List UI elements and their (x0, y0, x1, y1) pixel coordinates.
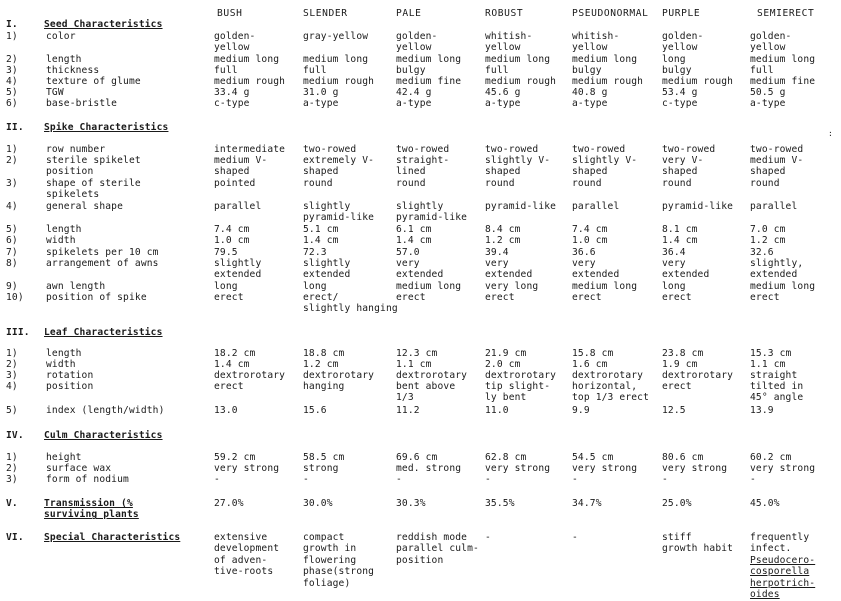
table-cell: round (662, 178, 692, 189)
table-cell: very strong (485, 463, 551, 474)
table-cell: pyramid-like (662, 201, 734, 212)
table-cell: 57.0 (396, 247, 420, 258)
row-label: color (46, 31, 76, 42)
row-number: 3) (6, 65, 18, 76)
table-cell: 12.5 (662, 405, 686, 416)
table-cell: 72.3 (303, 247, 327, 258)
table-cell: - (396, 474, 402, 485)
section-title: Spike Characteristics (44, 122, 169, 133)
table-cell: stiff growth habit (662, 532, 734, 555)
row-number: 1) (6, 144, 18, 155)
table-cell: 8.4 cm (485, 224, 521, 235)
table-cell: 1.4 cm (396, 235, 432, 246)
column-header: SLENDER (303, 8, 348, 19)
table-cell: 25.0% (662, 498, 692, 509)
row-number: 1) (6, 31, 18, 42)
table-cell: - (750, 474, 756, 485)
row-label: width (46, 359, 76, 370)
table-cell: full (214, 65, 238, 76)
section-heading (6, 532, 180, 543)
table-cell: 13.0 (214, 405, 238, 416)
table-cell: 1.1 cm (750, 359, 786, 370)
section-number: VI. (6, 532, 24, 543)
table-cell: 58.5 cm (303, 452, 345, 463)
table-cell: - (662, 474, 668, 485)
table-cell: medium long (396, 54, 462, 65)
table-cell: 54.5 cm (572, 452, 614, 463)
table-cell: 32.6 (750, 247, 774, 258)
table-cell: round (303, 178, 333, 189)
table-cell: medium long (303, 54, 369, 65)
table-cell: bulgy (396, 65, 426, 76)
table-cell: 36.4 (662, 247, 686, 258)
table-cell: whitish- yellow (485, 31, 533, 54)
row-number: 5) (6, 87, 18, 98)
table-cell: medium long (214, 54, 280, 65)
table-cell: 69.6 cm (396, 452, 438, 463)
table-cell: medium rough (214, 76, 286, 87)
table-cell: 31.0 g (303, 87, 339, 98)
row-label: spikelets per 10 cm (46, 247, 159, 258)
table-cell: 1.0 cm (572, 235, 608, 246)
row-number: 1) (6, 452, 18, 463)
table-cell: a-type (485, 98, 521, 109)
table-cell: golden- yellow (396, 31, 438, 54)
table-cell: slightly V- shaped (572, 155, 638, 178)
table-cell: medium long (485, 54, 551, 65)
row-number: 4) (6, 201, 18, 212)
table-cell: 5.1 cm (303, 224, 339, 235)
column-header: BUSH (217, 8, 243, 19)
section-title: Seed Characteristics (44, 19, 163, 30)
row-label: thickness (46, 65, 100, 76)
table-cell: slightly V- shaped (485, 155, 551, 178)
table-cell: parallel (750, 201, 798, 212)
row-number: 8) (6, 258, 18, 269)
table-cell: 1.2 cm (485, 235, 521, 246)
row-label: height (46, 452, 82, 463)
table-cell: intermediate (214, 144, 286, 155)
section-title: Transmission (% surviving plants (44, 498, 139, 521)
table-cell: very long (485, 281, 539, 292)
column-header: PALE (396, 8, 422, 19)
row-number: 4) (6, 76, 18, 87)
section-heading (6, 122, 168, 133)
row-number: 3) (6, 370, 18, 381)
row-number: 1) (6, 348, 18, 359)
table-cell: 1.4 cm (303, 235, 339, 246)
table-cell: a-type (303, 98, 339, 109)
table-cell: 1.4 cm (662, 235, 698, 246)
table-cell: two-rowed (396, 144, 450, 155)
table-cell: 53.4 g (662, 87, 698, 98)
table-cell: 33.4 g (214, 87, 250, 98)
table-cell: medium long (750, 281, 816, 292)
column-header: ROBUST (485, 8, 524, 19)
table-cell: straight- lined (396, 155, 450, 178)
row-number: 2) (6, 359, 18, 370)
table-cell: golden- yellow (750, 31, 792, 54)
table-cell: extensive development of adven- tive-roots (214, 532, 280, 578)
table-cell: 34.7% (572, 498, 602, 509)
table-cell: medium V- shaped (214, 155, 268, 178)
table-cell: dextrorotary (303, 370, 375, 381)
section-heading (6, 327, 163, 338)
table-cell: - (572, 474, 578, 485)
table-cell: 12.3 cm (396, 348, 438, 359)
table-cell: erect (750, 292, 780, 303)
table-cell: tilted in 45° angle (750, 381, 804, 404)
table-cell: 39.4 (485, 247, 509, 258)
table-cell: 45.0% (750, 498, 780, 509)
table-cell: 2.0 cm (485, 359, 521, 370)
table-cell: 30.3% (396, 498, 426, 509)
table-cell: very extended (572, 258, 620, 281)
table-cell: very extended (485, 258, 533, 281)
row-number: 5) (6, 405, 18, 416)
table-cell: 36.6 (572, 247, 596, 258)
table-cell: full (303, 65, 327, 76)
table-cell: medium long (396, 281, 462, 292)
table-cell: 1.0 cm (214, 235, 250, 246)
table-cell: erect (662, 292, 692, 303)
table-cell: very V- shaped (662, 155, 704, 178)
table-cell: 7.0 cm (750, 224, 786, 235)
table-cell: 15.3 cm (750, 348, 792, 359)
table-cell: 13.9 (750, 405, 774, 416)
table-cell: parallel (572, 201, 620, 212)
row-number: 2) (6, 155, 18, 166)
table-cell: dextrorotary (485, 370, 557, 381)
table-cell: 18.2 cm (214, 348, 256, 359)
table-cell: a-type (750, 98, 786, 109)
row-label: arrangement of awns (46, 258, 159, 269)
table-cell: gray-yellow (303, 31, 369, 42)
row-label: awn length (46, 281, 106, 292)
row-number: 6) (6, 235, 18, 246)
section-number: III. (6, 327, 30, 338)
section-title: Leaf Characteristics (44, 327, 163, 338)
table-cell: 62.8 cm (485, 452, 527, 463)
row-number: 4) (6, 381, 18, 392)
table-cell: erect (572, 292, 602, 303)
table-cell: 50.5 g (750, 87, 786, 98)
table-cell: reddish mode parallel culm- position (396, 532, 479, 566)
column-header: PSEUDONORMAL (572, 8, 649, 19)
table-cell: a-type (396, 98, 432, 109)
table-cell: 7.4 cm (214, 224, 250, 235)
row-label: surface wax (46, 463, 112, 474)
table-cell: long (303, 281, 327, 292)
table-cell: 18.8 cm (303, 348, 345, 359)
row-number: 3) (6, 474, 18, 485)
section-number: V. (6, 498, 18, 509)
table-cell: very strong (662, 463, 728, 474)
table-cell: frequently infect. Pseudocero- cosporella herpotrich- oides (750, 532, 816, 601)
table-cell: round (396, 178, 426, 189)
table-cell: dextrorotary (396, 370, 468, 381)
table-cell: erect (485, 292, 515, 303)
table-cell: 11.2 (396, 405, 420, 416)
table-cell: erect (214, 381, 244, 392)
table-cell: slightly, extended (750, 258, 804, 281)
table-cell: dextrorotary (662, 370, 734, 381)
row-label: row number (46, 144, 106, 155)
table-cell: dextrorotary (572, 370, 644, 381)
row-label: shape of sterile spikelets (46, 178, 141, 201)
table-cell: - (485, 532, 491, 543)
table-cell: 59.2 cm (214, 452, 256, 463)
table-cell: medium long (572, 54, 638, 65)
table-cell: very strong (750, 463, 816, 474)
table-cell: strong (303, 463, 339, 474)
table-cell: med. strong (396, 463, 462, 474)
table-cell: - (303, 474, 309, 485)
table-cell: 27.0% (214, 498, 244, 509)
table-cell: - (572, 532, 578, 543)
table-cell: compact growth in flowering phase(strong foliage) (303, 532, 375, 589)
table-cell: 1.2 cm (303, 359, 339, 370)
section-number: IV. (6, 430, 24, 441)
table-cell: full (485, 65, 509, 76)
table-cell: pointed (214, 178, 256, 189)
row-label: length (46, 224, 82, 235)
table-cell: medium rough (572, 76, 644, 87)
row-label: length (46, 54, 82, 65)
table-cell: long (214, 281, 238, 292)
table-cell: c-type (214, 98, 250, 109)
table-cell: 15.6 (303, 405, 327, 416)
section-title: Culm Characteristics (44, 430, 163, 441)
table-cell: - (214, 474, 220, 485)
column-header: PURPLE (662, 8, 701, 19)
table-cell: erect/ slightly hanging (303, 292, 398, 315)
table-cell: long (662, 281, 686, 292)
table-cell: 1.1 cm (396, 359, 432, 370)
table-cell: 21.9 cm (485, 348, 527, 359)
table-cell: medium long (572, 281, 638, 292)
table-cell: erect (662, 381, 692, 392)
table-cell: slightly pyramid-like (303, 201, 375, 224)
row-label: general shape (46, 201, 124, 212)
table-cell: bent above 1/3 (396, 381, 456, 404)
table-cell: 60.2 cm (750, 452, 792, 463)
table-cell: c-type (662, 98, 698, 109)
table-cell: medium fine (750, 76, 816, 87)
table-cell: 45.6 g (485, 87, 521, 98)
table-cell: two-rowed (303, 144, 357, 155)
section-heading (6, 19, 163, 30)
table-cell: erect (396, 292, 426, 303)
table-cell: horizontal, top 1/3 erect (572, 381, 650, 404)
table-cell: slightly extended (303, 258, 351, 281)
table-cell: medium rough (303, 76, 375, 87)
table-cell: two-rowed (572, 144, 626, 155)
row-label: TGW (46, 87, 64, 98)
table-cell: whitish- yellow (572, 31, 620, 54)
row-number: 7) (6, 247, 18, 258)
section-heading (6, 498, 139, 521)
table-cell: very strong (572, 463, 638, 474)
table-cell: golden- yellow (662, 31, 704, 54)
table-cell: two-rowed (750, 144, 804, 155)
table-cell: 8.1 cm (662, 224, 698, 235)
row-number: 10) (6, 292, 24, 303)
table-cell: slightly pyramid-like (396, 201, 468, 224)
table-cell: a-type (572, 98, 608, 109)
table-cell: parallel (214, 201, 262, 212)
table-cell: two-rowed (662, 144, 716, 155)
table-cell: round (750, 178, 780, 189)
row-number: 6) (6, 98, 18, 109)
row-label: rotation (46, 370, 94, 381)
table-cell: 9.9 (572, 405, 590, 416)
margin-mark: : (828, 129, 833, 138)
table-cell: 79.5 (214, 247, 238, 258)
table-cell: very extended (662, 258, 710, 281)
row-label: texture of glume (46, 76, 141, 87)
row-number: 3) (6, 178, 18, 189)
table-cell: - (485, 474, 491, 485)
table-cell: slightly extended (214, 258, 262, 281)
table-cell: 40.8 g (572, 87, 608, 98)
table-cell: medium long (750, 54, 816, 65)
row-number: 5) (6, 224, 18, 235)
table-cell: bulgy (662, 65, 692, 76)
table-cell: 30.0% (303, 498, 333, 509)
table-cell: round (572, 178, 602, 189)
table-cell: 11.0 (485, 405, 509, 416)
table-cell: full (750, 65, 774, 76)
section-number: I. (6, 19, 18, 30)
table-cell: erect (214, 292, 244, 303)
section-title: Special Characteristics (44, 532, 181, 543)
row-label: index (length/width) (46, 405, 165, 416)
table-cell: dextrorotary (214, 370, 286, 381)
table-cell: medium V- shaped (750, 155, 804, 178)
row-label: position (46, 381, 94, 392)
table-cell: 42.4 g (396, 87, 432, 98)
row-number: 2) (6, 463, 18, 474)
column-header: SEMIERECT (757, 8, 815, 19)
row-label: width (46, 235, 76, 246)
table-cell: very extended (396, 258, 444, 281)
row-label: form of nodium (46, 474, 129, 485)
table-cell: 15.8 cm (572, 348, 614, 359)
row-label: position of spike (46, 292, 147, 303)
table-cell: two-rowed (485, 144, 539, 155)
table-cell: 1.4 cm (214, 359, 250, 370)
table-cell: 7.4 cm (572, 224, 608, 235)
table-cell: straight (750, 370, 798, 381)
row-label: base-bristle (46, 98, 118, 109)
table-cell: extremely V- shaped (303, 155, 375, 178)
table-cell: tip slight- ly bent (485, 381, 551, 404)
table-cell: 6.1 cm (396, 224, 432, 235)
table-cell: medium rough (662, 76, 734, 87)
table-cell: medium rough (485, 76, 557, 87)
table-cell: 1.9 cm (662, 359, 698, 370)
row-label: length (46, 348, 82, 359)
table-cell: round (485, 178, 515, 189)
table-cell: 1.2 cm (750, 235, 786, 246)
table-cell: long (662, 54, 686, 65)
table-cell: medium fine (396, 76, 462, 87)
section-heading (6, 430, 163, 441)
row-number: 9) (6, 281, 18, 292)
row-label: sterile spikelet position (46, 155, 141, 178)
table-cell: 35.5% (485, 498, 515, 509)
row-number: 2) (6, 54, 18, 65)
table-cell: 23.8 cm (662, 348, 704, 359)
section-number: II. (6, 122, 24, 133)
table-cell: 1.6 cm (572, 359, 608, 370)
table-cell: very strong (214, 463, 280, 474)
table-cell: pyramid-like (485, 201, 557, 212)
table-cell: 80.6 cm (662, 452, 704, 463)
table-cell: hanging (303, 381, 345, 392)
table-cell: golden- yellow (214, 31, 256, 54)
table-cell: bulgy (572, 65, 602, 76)
